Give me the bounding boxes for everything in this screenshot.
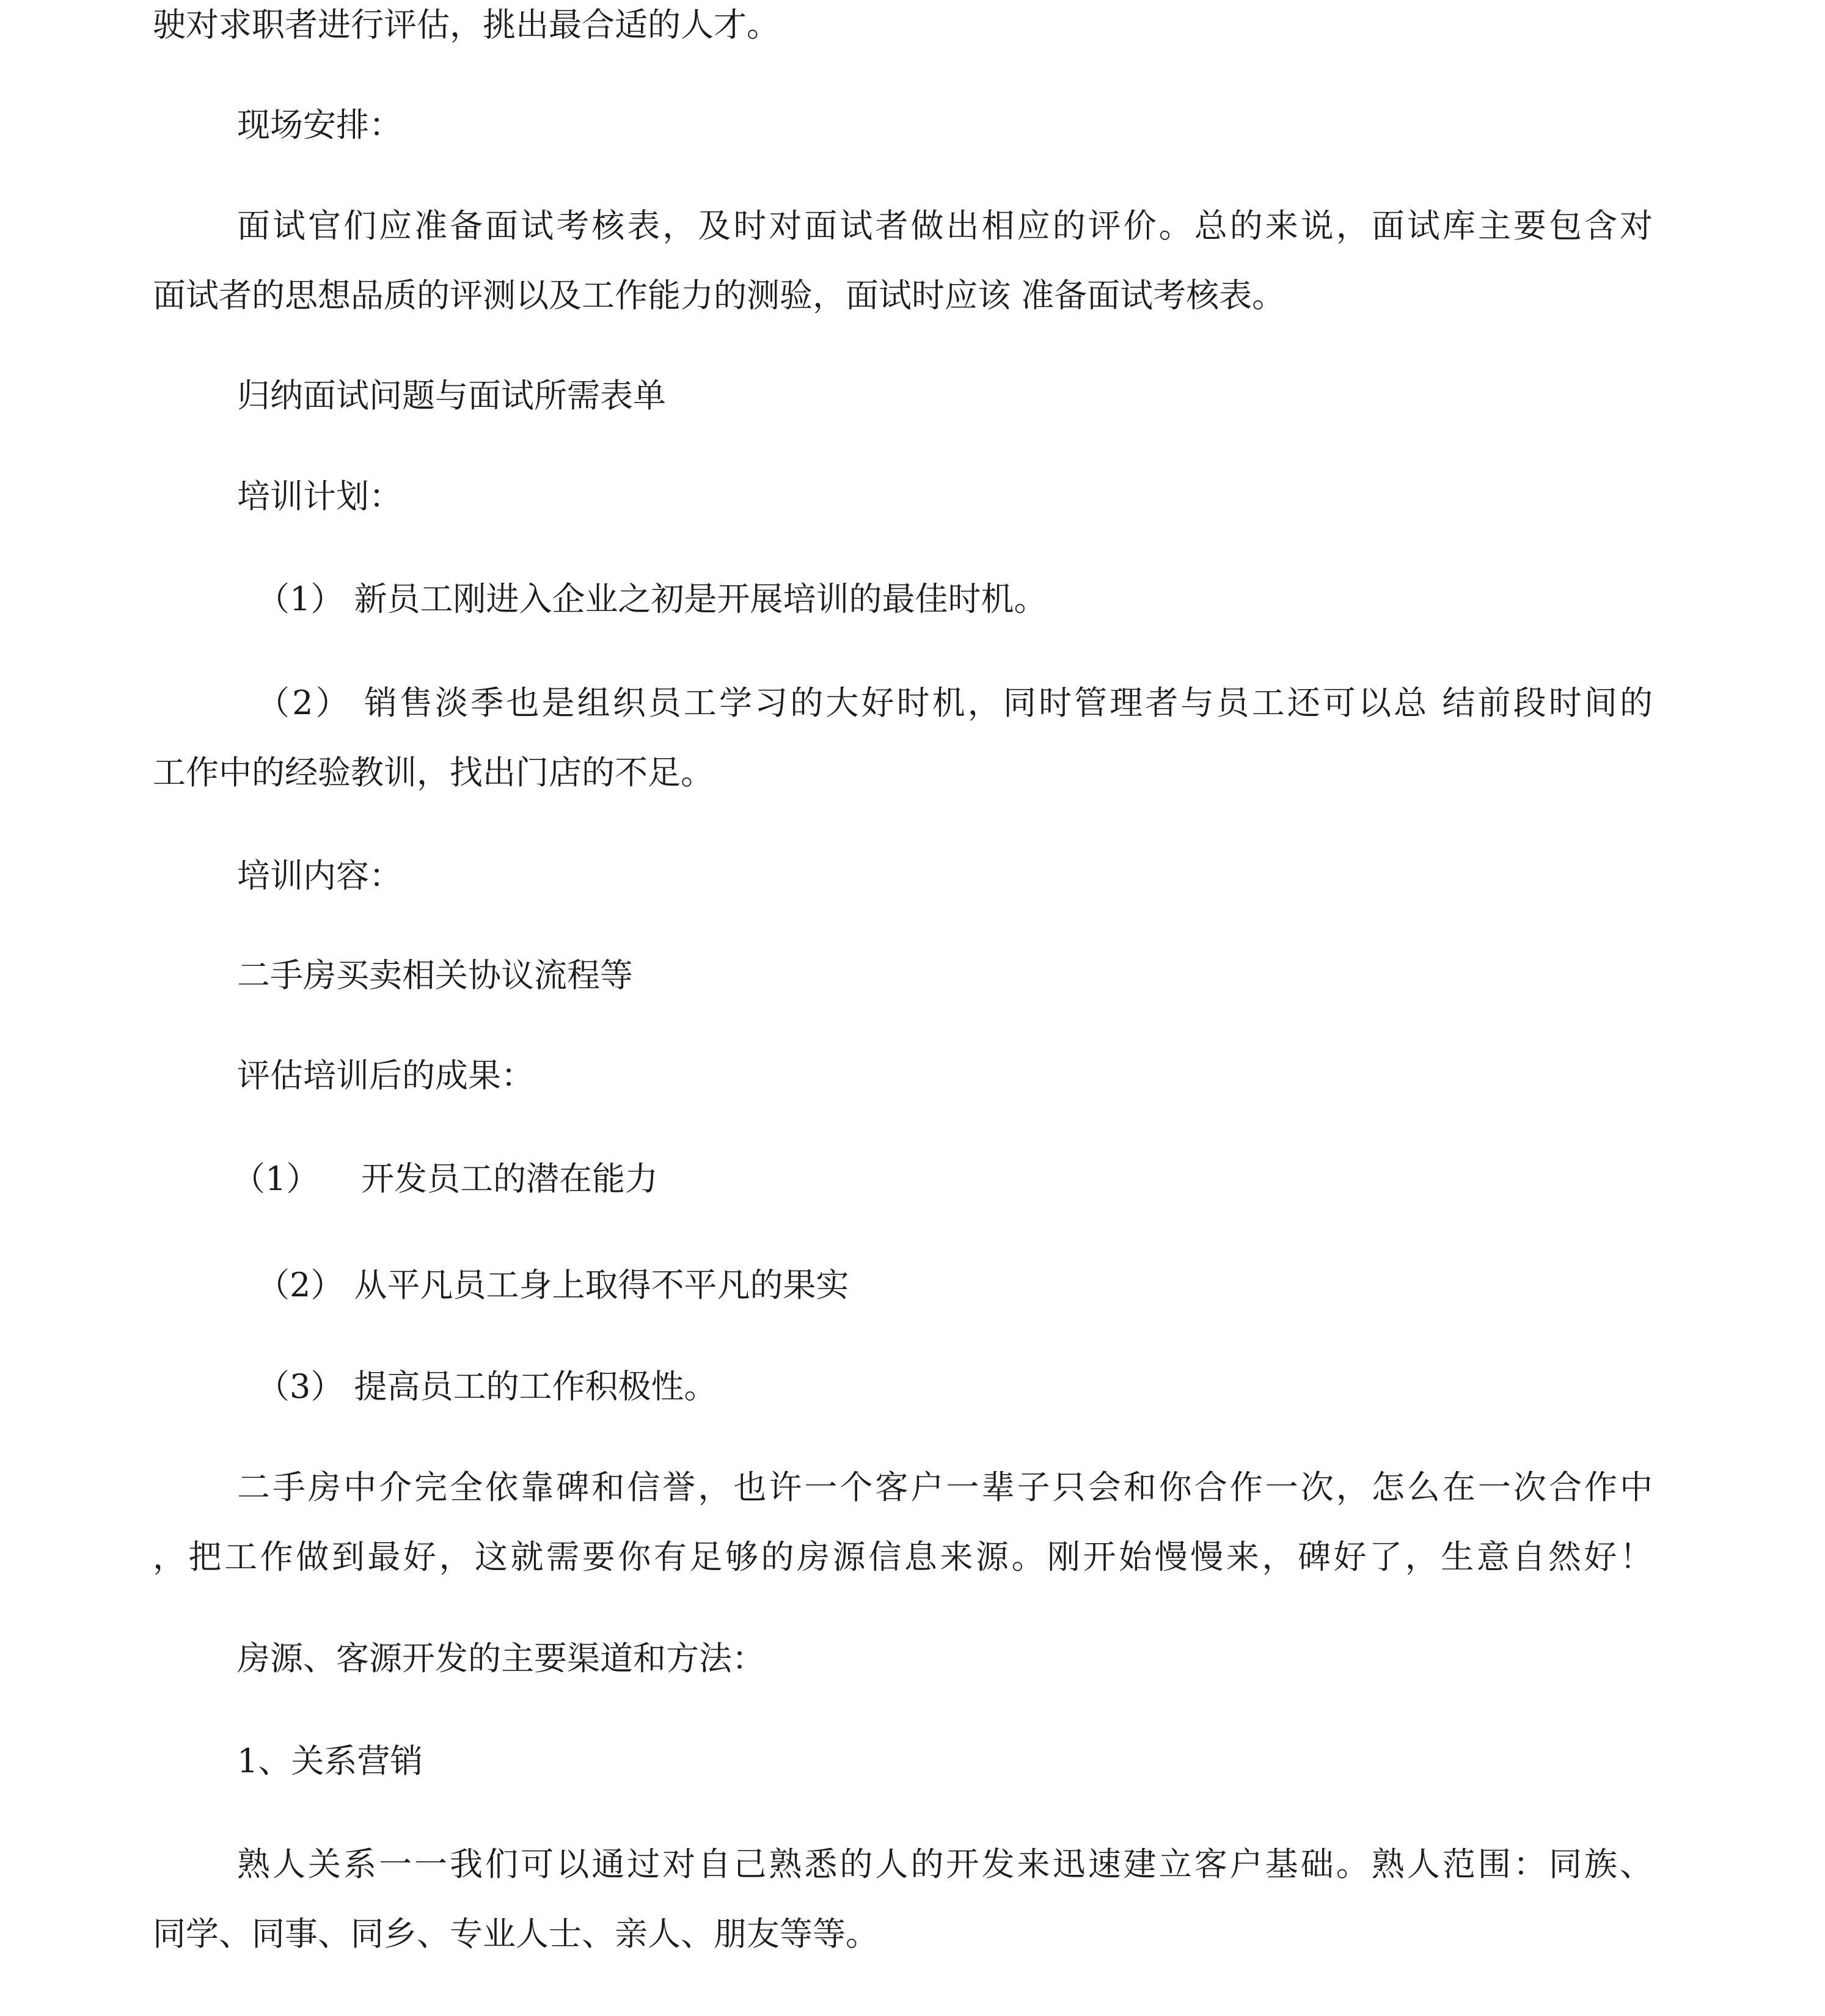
- text-line: 二手房买卖相关协议流程等: [237, 956, 633, 995]
- text-line: 驶对求职者进行评估，挑出最合适的人才。: [153, 5, 780, 44]
- text-line: 面试者的思想品质的评测以及工作能力的测验，面试时应该 准备面试考核表。: [153, 276, 1286, 315]
- text-line: 面试官们应准备面试考核表，及时对面试者做出相应的评价。总的来说，面试库主要包含对: [237, 206, 1653, 245]
- section-heading: 培训内容：: [237, 856, 402, 895]
- section-heading: 评估培训后的成果：: [237, 1056, 534, 1095]
- list-item: （2） 从平凡员工身上取得不平凡的果实: [257, 1266, 849, 1304]
- list-item: （1） 开发员工的潜在能力: [232, 1160, 659, 1198]
- list-item: （2） 销售淡季也是组织员工学习的大好时机，同时管理者与员工还可以总 结前段时间的: [257, 684, 1653, 722]
- text-line: ，把工作做到最好，这就需要你有足够的房源信息来源。刚开始慢慢来，碑好了，生意自然好！: [153, 1538, 1653, 1576]
- text-line: 工作中的经验教训，找出门店的不足。: [153, 753, 714, 792]
- section-heading: 培训计划：: [237, 477, 402, 516]
- section-heading: 现场安排：: [237, 106, 402, 144]
- text-line: 同学、同事、同乡、专业人士、亲人、朋友等等。: [153, 1915, 879, 1953]
- text-line: 熟人关系一一我们可以通过对自己熟悉的人的开发来迅速建立客户基础。熟人范围：同族、: [237, 1845, 1653, 1883]
- section-heading: 1、关系营销: [237, 1742, 423, 1780]
- section-heading: 房源、客源开发的主要渠道和方法：: [237, 1639, 765, 1678]
- section-heading: 归纳面试问题与面试所需表单: [237, 376, 666, 415]
- list-item: （1） 新员工刚进入企业之初是开展培训的最佳时机。: [257, 580, 1047, 618]
- list-item: （3） 提高员工的工作积极性。: [257, 1367, 717, 1406]
- text-line: 二手房中介完全依靠碑和信誉，也许一个客户一辈子只会和你合作一次，怎么在一次合作中: [237, 1468, 1653, 1507]
